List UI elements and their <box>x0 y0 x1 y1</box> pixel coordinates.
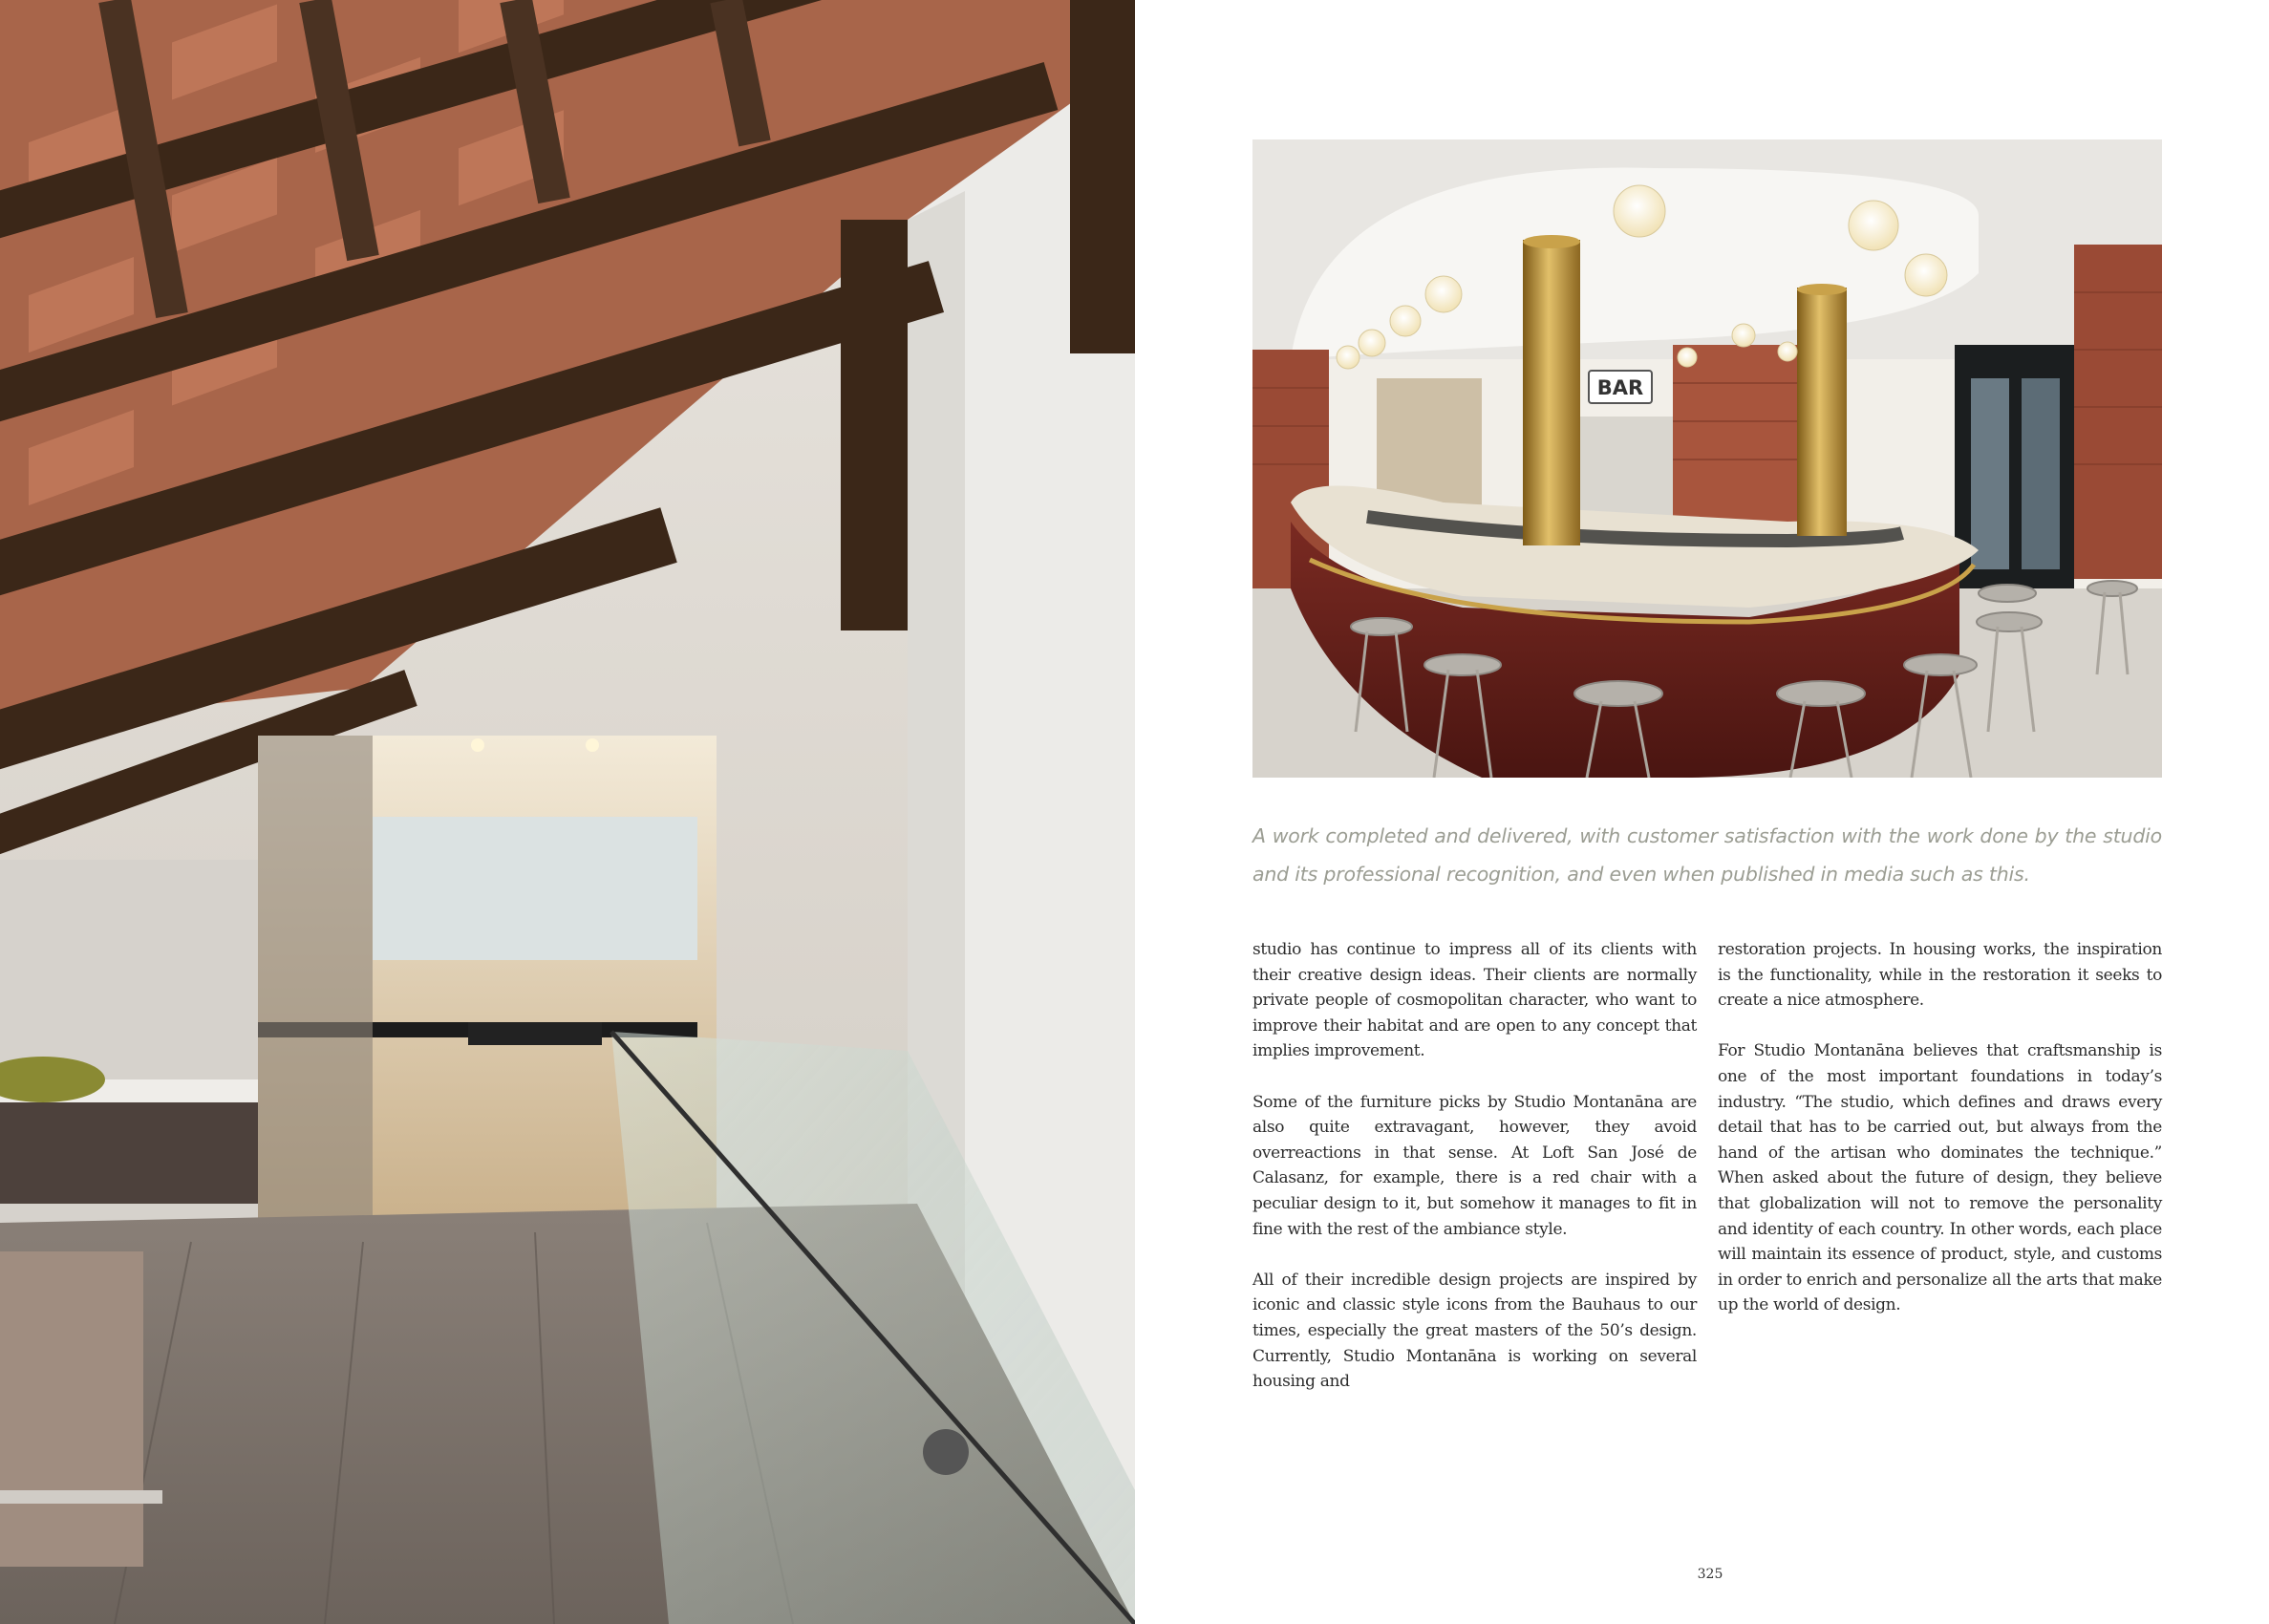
body-column-right <box>1718 937 2162 1344</box>
bar-sign: BAR <box>1596 376 1644 399</box>
page-number: 325 <box>1697 1567 1723 1582</box>
body-paragraph: Some of the furniture picks by Studio Montanāna are also quite extravagant, however, they avoid overreactions in that sense. At Loft San José de Calasanz, for example, there is a red chair with a peculiar design to it, but somehow it manages to fit in fine with the rest of the ambiance style. <box>1252 1092 1697 1239</box>
bar-photo <box>1252 139 2162 778</box>
figure-caption: A work completed and delivered, with customer satisfaction with the work done by the studio and its professional recognition, and even when published in media such as this. <box>1252 824 2162 886</box>
body-paragraph: For Studio Montanāna believes that craftsmanship is one of the most important foundations in today’s industry. “The studio, which defines and draws every detail that has to be carried out, but always from the hand of the artisan who dominates the technique.” When asked about the future of design, they believe that globalization will not to remove the personality and identity of each country. In other words, each place will maintain its essence of product, style, and customs in order to enrich and personalize all the arts that make up the world of design. <box>1718 1041 2163 1315</box>
body-column-left <box>1252 937 1697 1420</box>
body-paragraph: restoration projects. In housing works, the inspiration is the functionality, while in the restoration it seeks to create a nice atmosphere. <box>1718 940 2162 1011</box>
body-paragraph: studio has continue to impress all of its clients with their creative design ideas. Their clients are normally private people of cosmopolitan character, who want to improve their habitat and are open to any concept that implies improvement. <box>1252 940 1697 1061</box>
body-paragraph: All of their incredible design projects are inspired by iconic and classic style icons from the Bauhaus to our times, especially the great masters of the 50’s design. Currently, Studio Montanāna is working on several housing and <box>1252 1270 1697 1392</box>
